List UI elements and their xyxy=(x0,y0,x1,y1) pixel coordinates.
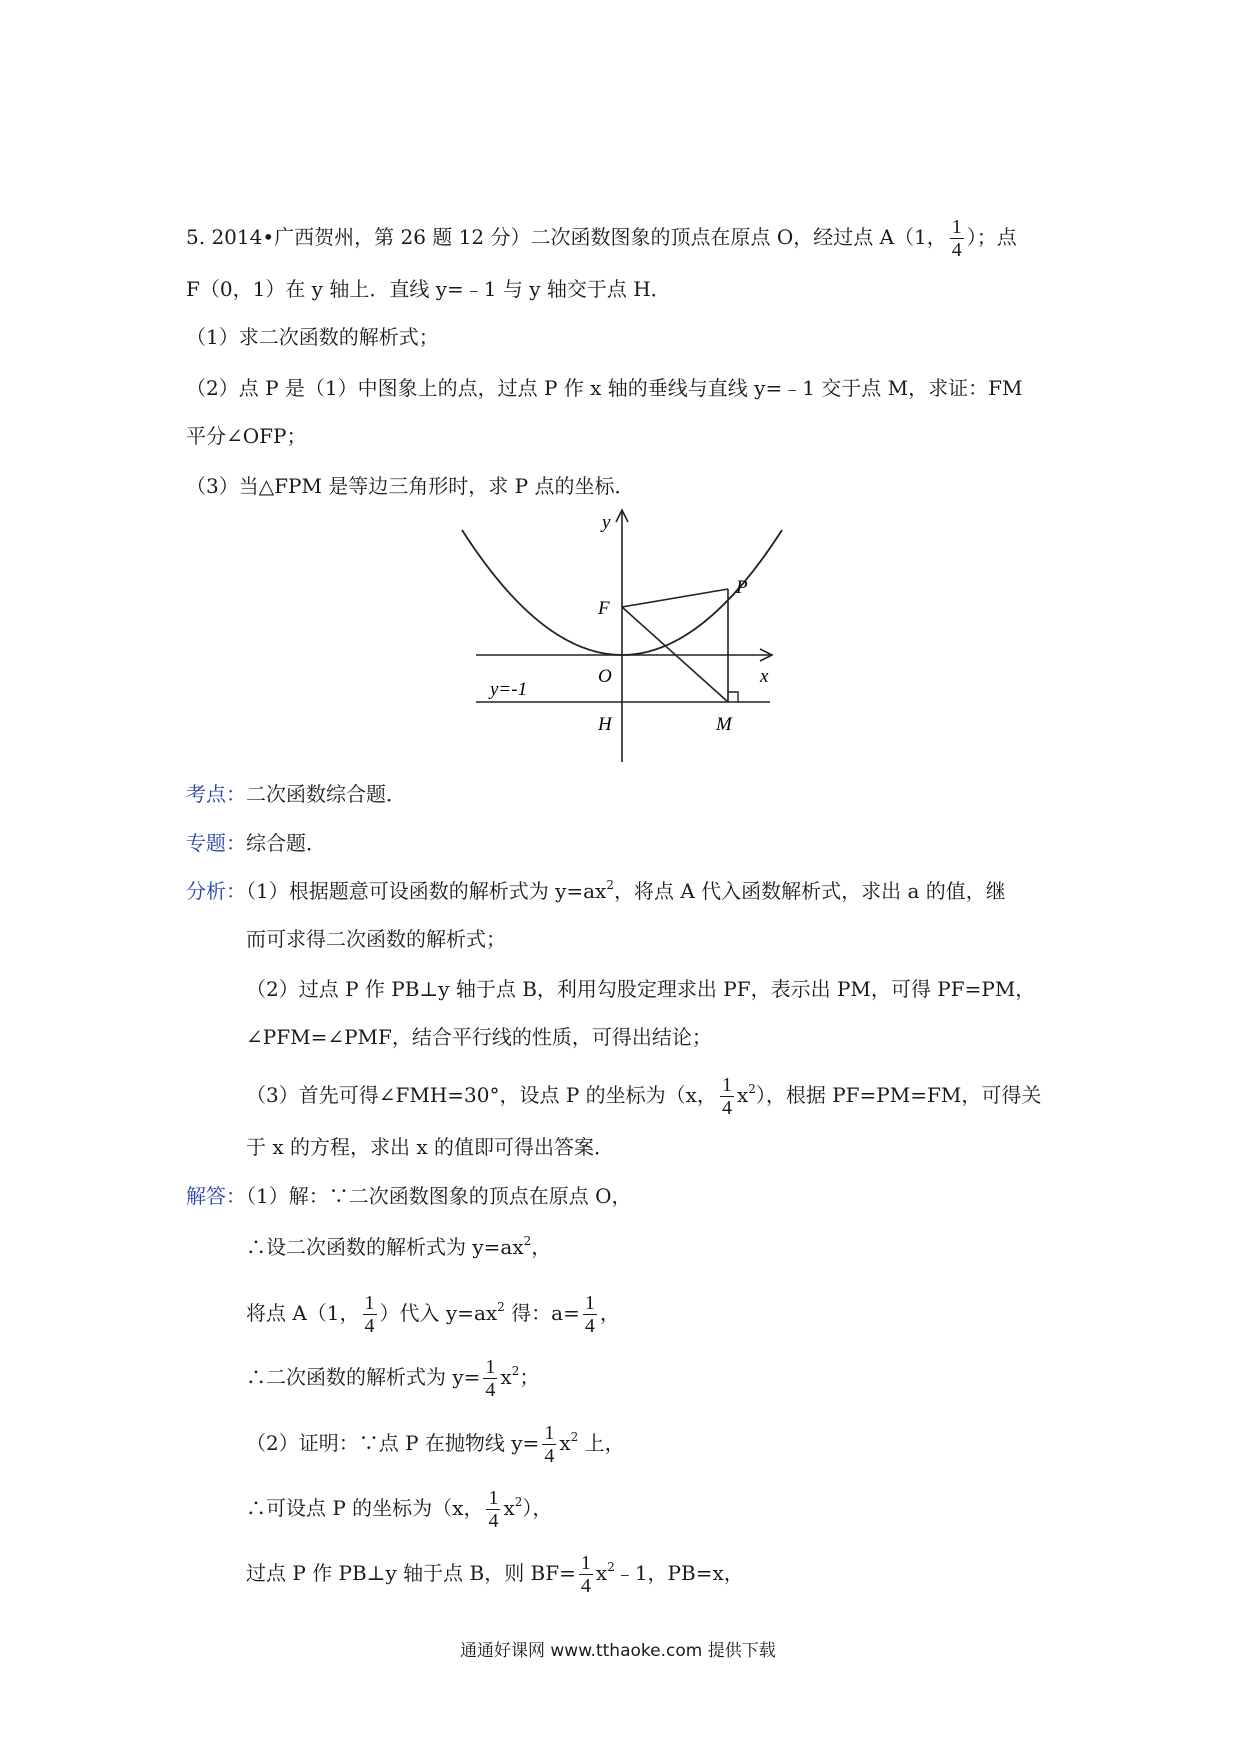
jieda-row-7: 过点 P 作 PB⊥y 轴于点 B，则 BF= $\frac{1}{4}$ $x^2﹣1$，PB=x， xyxy=(246,1552,744,1597)
label-m: M xyxy=(716,714,732,735)
jieda-row-6: ∴可设点 P 的坐标为（x， $\frac{1}{4}$ $x^2$）， xyxy=(246,1487,553,1532)
fenxi-row-1: 分析：（1）根据题意可设函数的解析式为 $y=ax^2$，将点 A 代入函数解析式，求出 a 的值，继 xyxy=(186,878,1006,903)
right-angle-mark xyxy=(728,692,738,702)
page-footer: 通通好课网 www.tthaoke.com 提供下载 xyxy=(460,1641,776,1661)
question-1: （1）求二次函数的解析式； xyxy=(186,325,439,349)
jieda-row-3: 将点 A（1， $\frac{1}{4}$ ）代入 $y=ax^2$ 得：a= $\frac{1}{4}$ ， xyxy=(246,1292,620,1337)
label-y: y xyxy=(602,512,611,533)
label-x: x xyxy=(760,666,769,687)
jieda-label: 解答： xyxy=(186,1184,246,1208)
label-p: P xyxy=(736,577,748,598)
question-2-line-1: （2）点 P 是（1）中图象上的点，过点 P 作 x 轴的垂线与直线 y=﹣1 交于点 M，求证：FM xyxy=(186,376,1023,400)
jieda-row-2: ∴设二次函数的解析式为 $y=ax^2$， xyxy=(246,1234,552,1259)
parabola-figure xyxy=(460,506,790,770)
fenxi-row-2: 而可求得二次函数的解析式； xyxy=(246,927,506,951)
jieda-row-5: （2）证明：∵点 P 在抛物线 y= $\frac{1}{4}$ $x^2$ 上， xyxy=(246,1422,625,1467)
problem-line-1: 5. 2014•广西贺州，第 26 题 12 分）二次函数图象的顶点在原点 O，经过点 A（1， $\frac{1}{4}$ ）；点 xyxy=(186,216,1017,261)
zhuanti-row: 专题：综合题． xyxy=(186,831,326,855)
segment-fp xyxy=(622,589,728,607)
question-2-line-2: 平分∠OFP； xyxy=(186,424,307,448)
fenxi-row-4: ∠PFM=∠PMF，结合平行线的性质，可得出结论； xyxy=(246,1025,712,1049)
label-f: F xyxy=(598,598,610,619)
label-line-y-minus-1: y=-1 xyxy=(490,679,528,700)
fraction: $\frac{1}{4}$ xyxy=(951,216,962,261)
label-o: O xyxy=(598,666,612,687)
zhuanti-label: 专题： xyxy=(186,831,246,855)
fenxi-label: 分析： xyxy=(186,879,246,903)
fenxi-row-6: 于 x 的方程，求出 x 的值即可得出答案． xyxy=(246,1135,614,1159)
label-h: H xyxy=(598,714,612,735)
kaodian-label: 考点： xyxy=(186,782,246,806)
jieda-row-1: 解答：（1）解：∵二次函数图象的顶点在原点 O， xyxy=(186,1184,632,1208)
problem-line-2: F（0，1）在 y 轴上．直线 y=﹣1 与 y 轴交于点 H． xyxy=(186,277,671,301)
jieda-row-4: ∴二次函数的解析式为 y= $\frac{1}{4}$ $x^2$； xyxy=(246,1356,540,1401)
kaodian-row: 考点：二次函数综合题． xyxy=(186,782,406,806)
fenxi-row-5: （3）首先可得∠FMH=30°，设点 P 的坐标为（x， $\frac{1}{4}$ $x^2$），根据 PF=PM=FM，可得关 xyxy=(246,1074,1042,1119)
question-3: （3）当△FPM 是等边三角形时，求 P 点的坐标． xyxy=(186,474,635,498)
fenxi-row-3: （2）过点 P 作 PB⊥y 轴于点 B，利用勾股定理求出 PF，表示出 PM，可得 PF=PM， xyxy=(246,977,1036,1001)
